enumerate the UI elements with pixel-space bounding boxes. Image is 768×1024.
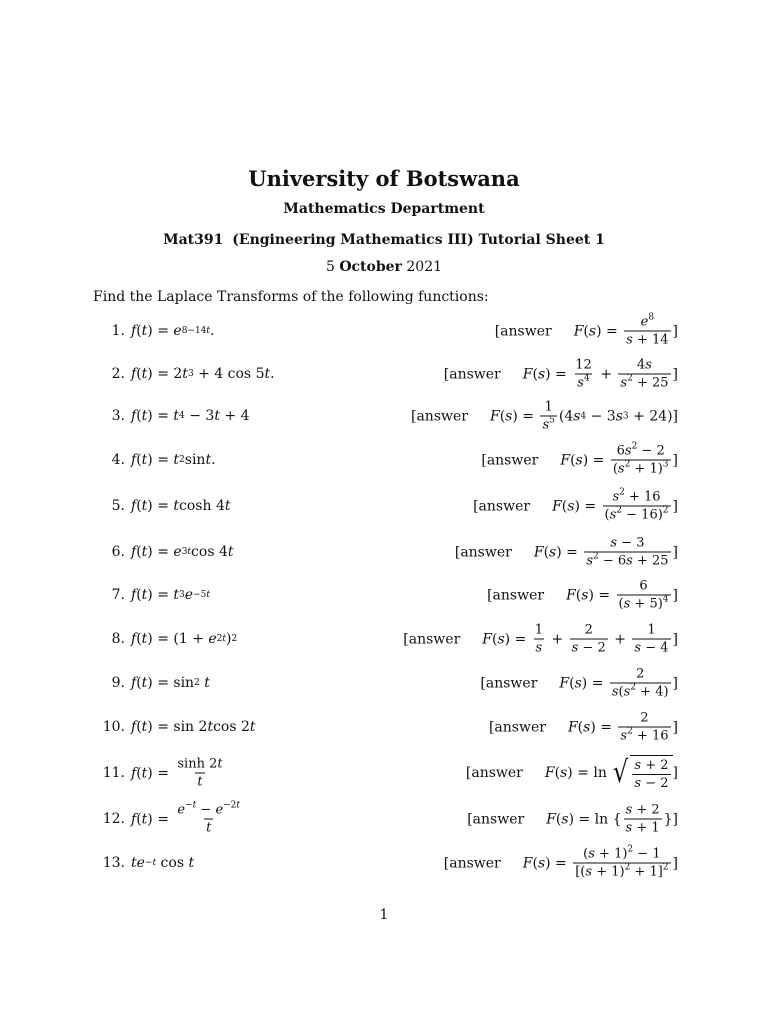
problem-function: te −t cos t — [131, 855, 195, 871]
problem-5: 5. f ( t ) = t cosh 4 t [answer F ( s ) = $\frac{s^2 + 16}{(s^2 - 16)^2}$ ] — [111, 487, 678, 523]
problem-answer: [answer F ( s ) = $\frac{2}{s^2 + 16}$ ] — [488, 710, 678, 744]
problem-answer: [answer F ( s ) = $\frac{2}{s(s^2 + 4)}$ ] — [480, 666, 678, 700]
problem-1: 1. f ( t ) = e 8−14t . [answer F ( s ) = $\frac{e^8}{s + 14}$ ] — [111, 312, 678, 348]
problem-function: f ( t ) = sin 2 t — [131, 675, 210, 691]
problem-answer: [answer F ( s ) = $\frac{1}{s}$ + $\frac{2}{s - 2}$ + $\frac{1}{s - 4}$ ] — [403, 622, 678, 656]
problem-3: 3. f ( t ) = t 4 − 3 t + 4 [answer F ( s ) = $\frac{1}{s^5}$ (4 s 4 − 3 s 3 + 24)] — [111, 399, 678, 433]
problem-answer: [answer F ( s ) = $\frac{e^8}{s + 14}$ ] — [494, 312, 678, 348]
sheet-title — [0, 232, 768, 248]
problem-function: f ( t ) = $\frac{e^{-t} - e^{-2t}}{t}$ — [131, 800, 241, 836]
sheet-date: 5 October 2021 — [325, 259, 443, 275]
problem-7: 7. f ( t ) = t 3 e −5t [answer F ( s ) = $\frac{6}{(s + 5)^4}$ ] — [111, 578, 678, 612]
problem-function: f ( t ) = e 8−14t . — [131, 323, 215, 339]
problem-answer: [answer F ( s ) = $\frac{(s + 1)^2 - 1}{[(s + 1)^2 + 1]^2}$ ] — [443, 844, 678, 880]
problem-answer: [answer F ( s ) = ln √ $\frac{s + 2}{s - 2}$ ] — [465, 755, 678, 791]
problem-function: f ( t ) = t 4 − 3 t + 4 — [131, 408, 250, 424]
problem-function: f ( t ) = (1 + e 2t ) 2 — [131, 631, 238, 647]
problem-9: 9. f ( t ) = sin 2 t [answer F ( s ) = $\frac{2}{s(s^2 + 4)}$ ] — [111, 666, 678, 700]
problem-answer: [answer F ( s ) = $\frac{6}{(s + 5)^4}$ ] — [487, 578, 678, 612]
problem-answer: [answer F ( s ) = $\frac{s - 3}{s^2 - 6s + 25}$ ] — [454, 535, 678, 569]
page-number: 1 — [379, 907, 389, 923]
problem-answer: [answer F ( s ) = $\frac{1}{s^5}$ (4 s 4 − 3 s 3 + 24)] — [411, 399, 678, 433]
problem-function: f ( t ) = t 3 e −5t — [131, 587, 210, 603]
problem-13: 13. te −t cos t [answer F ( s ) = $\frac{(s + 1)^2 - 1}{[(s + 1)^2 + 1]^2}$ ] — [102, 844, 678, 880]
problem-11: 11. f ( t ) = $\frac{\sinh 2t}{t}$ [answer F ( s ) = ln √ $\frac{s + 2}{s - 2}$ ] — [102, 755, 678, 791]
problem-8: 8. f ( t ) = (1 + e 2t ) 2 [answer F ( s ) = $\frac{1}{s}$ + $\frac{2}{s - 2}$ + $\frac{1}{s - 4}$ ] — [111, 622, 678, 656]
problem-answer: [answer F ( s ) = $\frac{s^2 + 16}{(s^2 - 16)^2}$ ] — [473, 487, 678, 523]
problem-function: f ( t ) = sin 2 t cos 2 t — [131, 719, 256, 735]
problem-function: f ( t ) = t cosh 4 t — [131, 498, 231, 514]
problem-2: 2. f ( t ) = 2 t 3 + 4 cos 5 t . [answer F ( s ) = $\frac{12}{s^4}$ + $\frac{4s}{s^2 + 25}$ ] — [111, 357, 678, 391]
course-name: (Engineering Mathematics III) Tutorial Sheet 1 — [232, 232, 605, 248]
problem-10: 10. f ( t ) = sin 2 t cos 2 t [answer F ( s ) = $\frac{2}{s^2 + 16}$ ] — [102, 710, 678, 744]
problem-answer: [answer F ( s ) = $\frac{12}{s^4}$ + $\frac{4s}{s^2 + 25}$ ] — [443, 357, 678, 391]
problem-4: 4. f ( t ) = t 2 sin t . [answer F ( s ) = $\frac{6s^2 - 2}{(s^2 + 1)^3}$ ] — [111, 441, 678, 477]
course-code: Mat391 — [163, 232, 224, 248]
problem-12: 12. f ( t ) = $\frac{e^{-t} - e^{-2t}}{t}$ [answer F ( s ) = ln { $\frac{s + 2}{s + 1}$ }] — [102, 800, 678, 836]
department-name: Mathematics Department — [283, 201, 485, 217]
problem-answer: [answer F ( s ) = $\frac{6s^2 - 2}{(s^2 + 1)^3}$ ] — [481, 441, 678, 477]
problem-function: f ( t ) = t 2 sin t . — [131, 452, 216, 468]
problem-answer: [answer F ( s ) = ln { $\frac{s + 2}{s + 1}$ }] — [467, 802, 678, 836]
problem-function: f ( t ) = 2 t 3 + 4 cos 5 t . — [131, 366, 275, 382]
problem-function: f ( t ) = $\frac{\sinh 2t}{t}$ — [131, 756, 223, 790]
problem-6: 6. f ( t ) = e 3t cos 4 t [answer F ( s ) = $\frac{s - 3}{s^2 - 6s + 25}$ ] — [111, 535, 678, 569]
document-title: University of Botswana — [248, 166, 520, 191]
instructions: Find the Laplace Transforms of the following functions: — [93, 289, 489, 305]
problem-function: f ( t ) = e 3t cos 4 t — [131, 544, 234, 560]
